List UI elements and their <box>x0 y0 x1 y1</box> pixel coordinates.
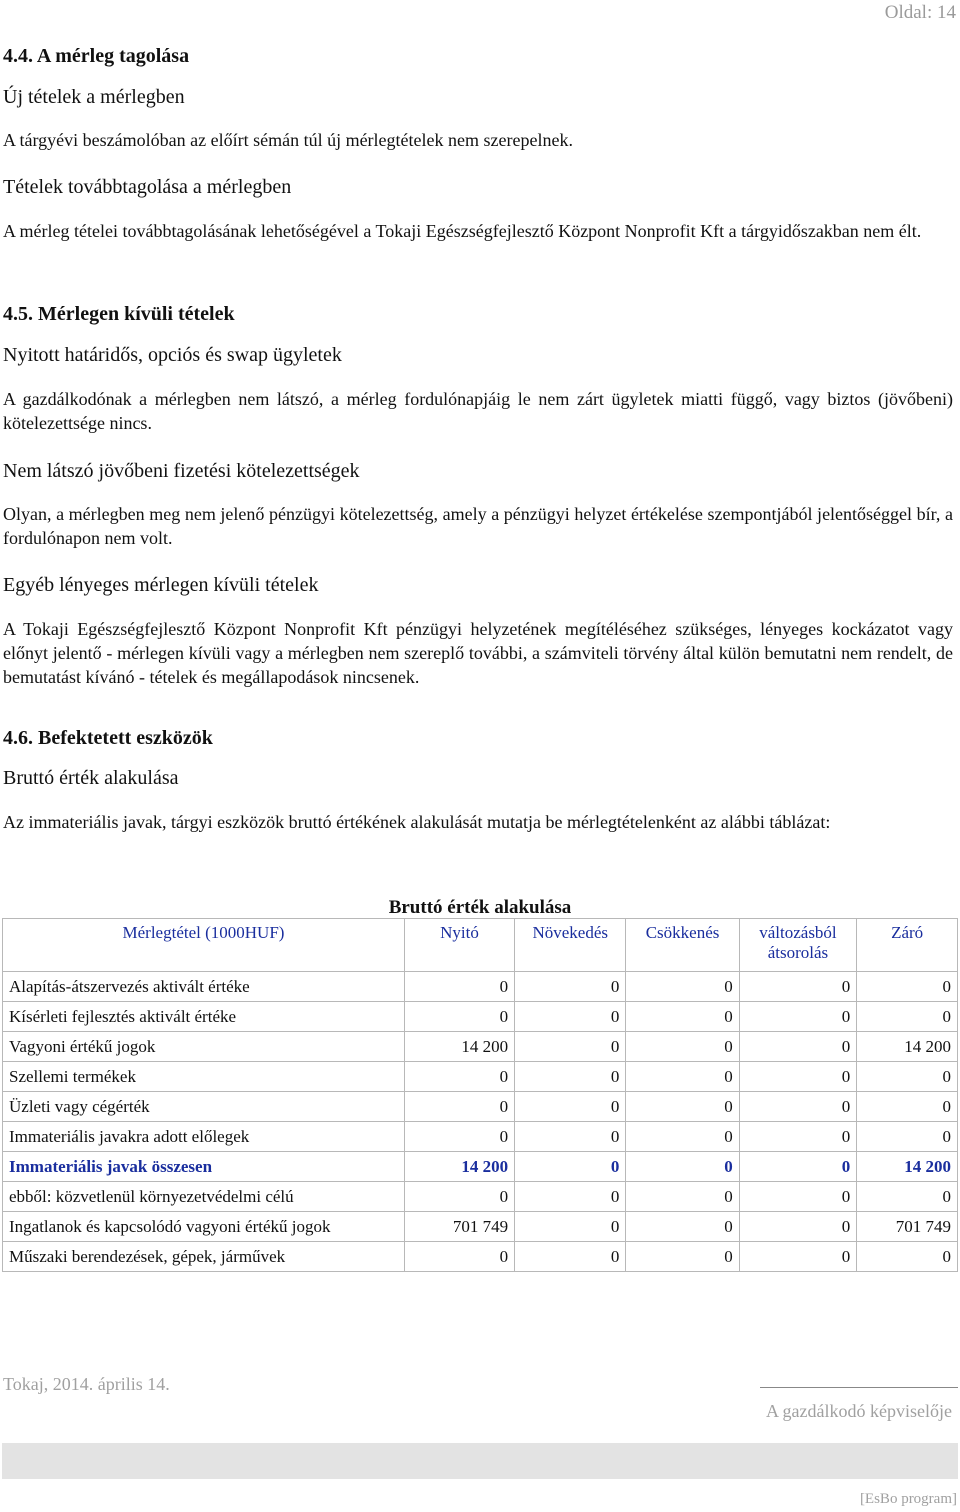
paragraph-further-breakdown: A mérleg tételei továbbtagolásának lehetőségével a Tokaji Egészségfejlesztő Központ Nonprofit Kft a tárgyidőszakban nem élt. <box>3 221 922 241</box>
subheading-new-items: Új tételek a mérlegben <box>3 86 185 108</box>
cell-reclassification: 0 <box>739 1242 857 1272</box>
table-row <box>3 1032 958 1062</box>
row-label: Üzleti vagy cégérték <box>3 1092 405 1122</box>
cell-increase: 0 <box>515 1122 626 1152</box>
cell-reclassification: 0 <box>739 1152 857 1182</box>
cell-reclassification: 0 <box>739 1122 857 1152</box>
cell-increase: 0 <box>515 1182 626 1212</box>
row-label: Immateriális javakra adott előlegek <box>3 1122 405 1152</box>
cell-closing: 0 <box>857 972 958 1002</box>
cell-increase: 0 <box>515 1032 626 1062</box>
cell-closing: 14 200 <box>857 1032 958 1062</box>
signature-line <box>760 1387 958 1388</box>
cell-closing: 0 <box>857 1122 958 1152</box>
table-row <box>3 1122 958 1152</box>
cell-decrease: 0 <box>626 1122 739 1152</box>
gross-value-table <box>2 918 958 1272</box>
cell-closing: 14 200 <box>857 1152 958 1182</box>
cell-reclassification: 0 <box>739 1092 857 1122</box>
section-title-4-4: 4.4. A mérleg tagolása <box>3 45 190 67</box>
signature-label: A gazdálkodó képviselője <box>766 1401 952 1421</box>
cell-reclassification: 0 <box>739 1062 857 1092</box>
cell-opening: 701 749 <box>404 1212 514 1242</box>
cell-opening: 0 <box>404 972 514 1002</box>
row-label: Vagyoni értékű jogok <box>3 1032 405 1062</box>
row-label: Alapítás-átszervezés aktivált értéke <box>3 972 405 1002</box>
paragraph-gross-value: Az immateriális javak, tárgyi eszközök bruttó értékének alakulását mutatja be mérlegtételenként az alábbi táblázat: <box>3 812 831 832</box>
subheading-open-contracts: Nyitott határidős, opciós és swap ügyletek <box>3 344 342 366</box>
row-label: ebből: közvetlenül környezetvédelmi célú <box>3 1182 405 1212</box>
cell-opening: 14 200 <box>404 1152 514 1182</box>
cell-closing: 0 <box>857 1002 958 1032</box>
row-label: Immateriális javak összesen <box>3 1152 405 1182</box>
page-number: Oldal: 14 <box>884 2 956 23</box>
cell-opening: 0 <box>404 1242 514 1272</box>
cell-reclassification: 0 <box>739 1212 857 1242</box>
paragraph-other-items: A Tokaji Egészségfejlesztő Központ Nonprofit Kft pénzügyi helyzetének megítéléséhez szükséges, lényeges kockázatot vagy előnyt jelentő - mérlegen kívüli vagy a mérlegben nem szereplő további, a számviteli törvény által külön bemutatni nem rendelt, de bemutatást kívánó - tételek és megállapodások nincsenek. <box>3 619 953 687</box>
program-label: [EsBo program] <box>859 1491 957 1507</box>
cell-increase: 0 <box>515 1212 626 1242</box>
row-label: Szellemi termékek <box>3 1062 405 1092</box>
cell-opening: 0 <box>404 1092 514 1122</box>
cell-increase: 0 <box>515 1242 626 1272</box>
cell-opening: 14 200 <box>404 1032 514 1062</box>
cell-reclassification: 0 <box>739 1032 857 1062</box>
paragraph-open-contracts: A gazdálkodónak a mérlegben nem látszó, a mérleg fordulónapjáig le nem zárt ügyletek miatti függő, vagy biztos (jövőbeni) kötelezettsége nincs. <box>3 389 953 433</box>
table-row <box>3 1062 958 1092</box>
cell-closing: 0 <box>857 1242 958 1272</box>
row-label: Ingatlanok és kapcsolódó vagyoni értékű jogok <box>3 1212 405 1242</box>
cell-decrease: 0 <box>626 1182 739 1212</box>
header-closing: Záró <box>857 919 958 972</box>
cell-reclassification: 0 <box>739 1002 857 1032</box>
cell-reclassification: 0 <box>739 1182 857 1212</box>
footer-band <box>2 1443 958 1479</box>
cell-decrease: 0 <box>626 1062 739 1092</box>
header-item: Mérlegtétel (1000HUF) <box>3 919 405 972</box>
table-header-row <box>3 919 958 972</box>
header-reclassification: változásból átsorolás <box>739 919 857 972</box>
header-decrease: Csökkenés <box>626 919 739 972</box>
table-row <box>3 1092 958 1122</box>
cell-increase: 0 <box>515 1092 626 1122</box>
subheading-gross-value: Bruttó érték alakulása <box>3 767 179 789</box>
cell-closing: 0 <box>857 1062 958 1092</box>
footer-place-date: Tokaj, 2014. április 14. <box>3 1374 170 1394</box>
cell-opening: 0 <box>404 1062 514 1092</box>
cell-increase: 0 <box>515 1002 626 1032</box>
paragraph-new-items: A tárgyévi beszámolóban az előírt sémán túl új mérlegtételek nem szerepelnek. <box>3 130 573 150</box>
cell-decrease: 0 <box>626 1152 739 1182</box>
table-row <box>3 1242 958 1272</box>
cell-opening: 0 <box>404 1182 514 1212</box>
table-total-row <box>3 1152 958 1182</box>
cell-opening: 0 <box>404 1002 514 1032</box>
cell-increase: 0 <box>515 1152 626 1182</box>
table-row <box>3 972 958 1002</box>
row-label: Kísérleti fejlesztés aktivált értéke <box>3 1002 405 1032</box>
cell-closing: 701 749 <box>857 1212 958 1242</box>
cell-decrease: 0 <box>626 1242 739 1272</box>
row-label: Műszaki berendezések, gépek, járművek <box>3 1242 405 1272</box>
table-row <box>3 1182 958 1212</box>
section-title-4-5: 4.5. Mérlegen kívüli tételek <box>3 303 235 325</box>
cell-increase: 0 <box>515 972 626 1002</box>
cell-increase: 0 <box>515 1062 626 1092</box>
cell-decrease: 0 <box>626 1002 739 1032</box>
subheading-further-breakdown: Tételek továbbtagolása a mérlegben <box>3 176 292 198</box>
cell-decrease: 0 <box>626 1212 739 1242</box>
table-title: Bruttó érték alakulása <box>388 897 572 918</box>
cell-decrease: 0 <box>626 972 739 1002</box>
subheading-hidden-obligations: Nem látszó jövőbeni fizetési kötelezettségek <box>3 460 360 482</box>
table-row <box>3 1212 958 1242</box>
cell-opening: 0 <box>404 1122 514 1152</box>
cell-closing: 0 <box>857 1182 958 1212</box>
paragraph-hidden-obligations: Olyan, a mérlegben meg nem jelenő pénzügyi kötelezettség, amely a pénzügyi helyzet értékelése szempontjából jelentőséggel bír, a fordulónapon nem volt. <box>3 504 953 548</box>
section-title-4-6: 4.6. Befektetett eszközök <box>3 727 213 749</box>
cell-closing: 0 <box>857 1092 958 1122</box>
table-row <box>3 1002 958 1032</box>
cell-decrease: 0 <box>626 1032 739 1062</box>
cell-decrease: 0 <box>626 1092 739 1122</box>
subheading-other-items: Egyéb lényeges mérlegen kívüli tételek <box>3 574 319 596</box>
cell-reclassification: 0 <box>739 972 857 1002</box>
header-opening: Nyitó <box>404 919 514 972</box>
header-increase: Növekedés <box>515 919 626 972</box>
